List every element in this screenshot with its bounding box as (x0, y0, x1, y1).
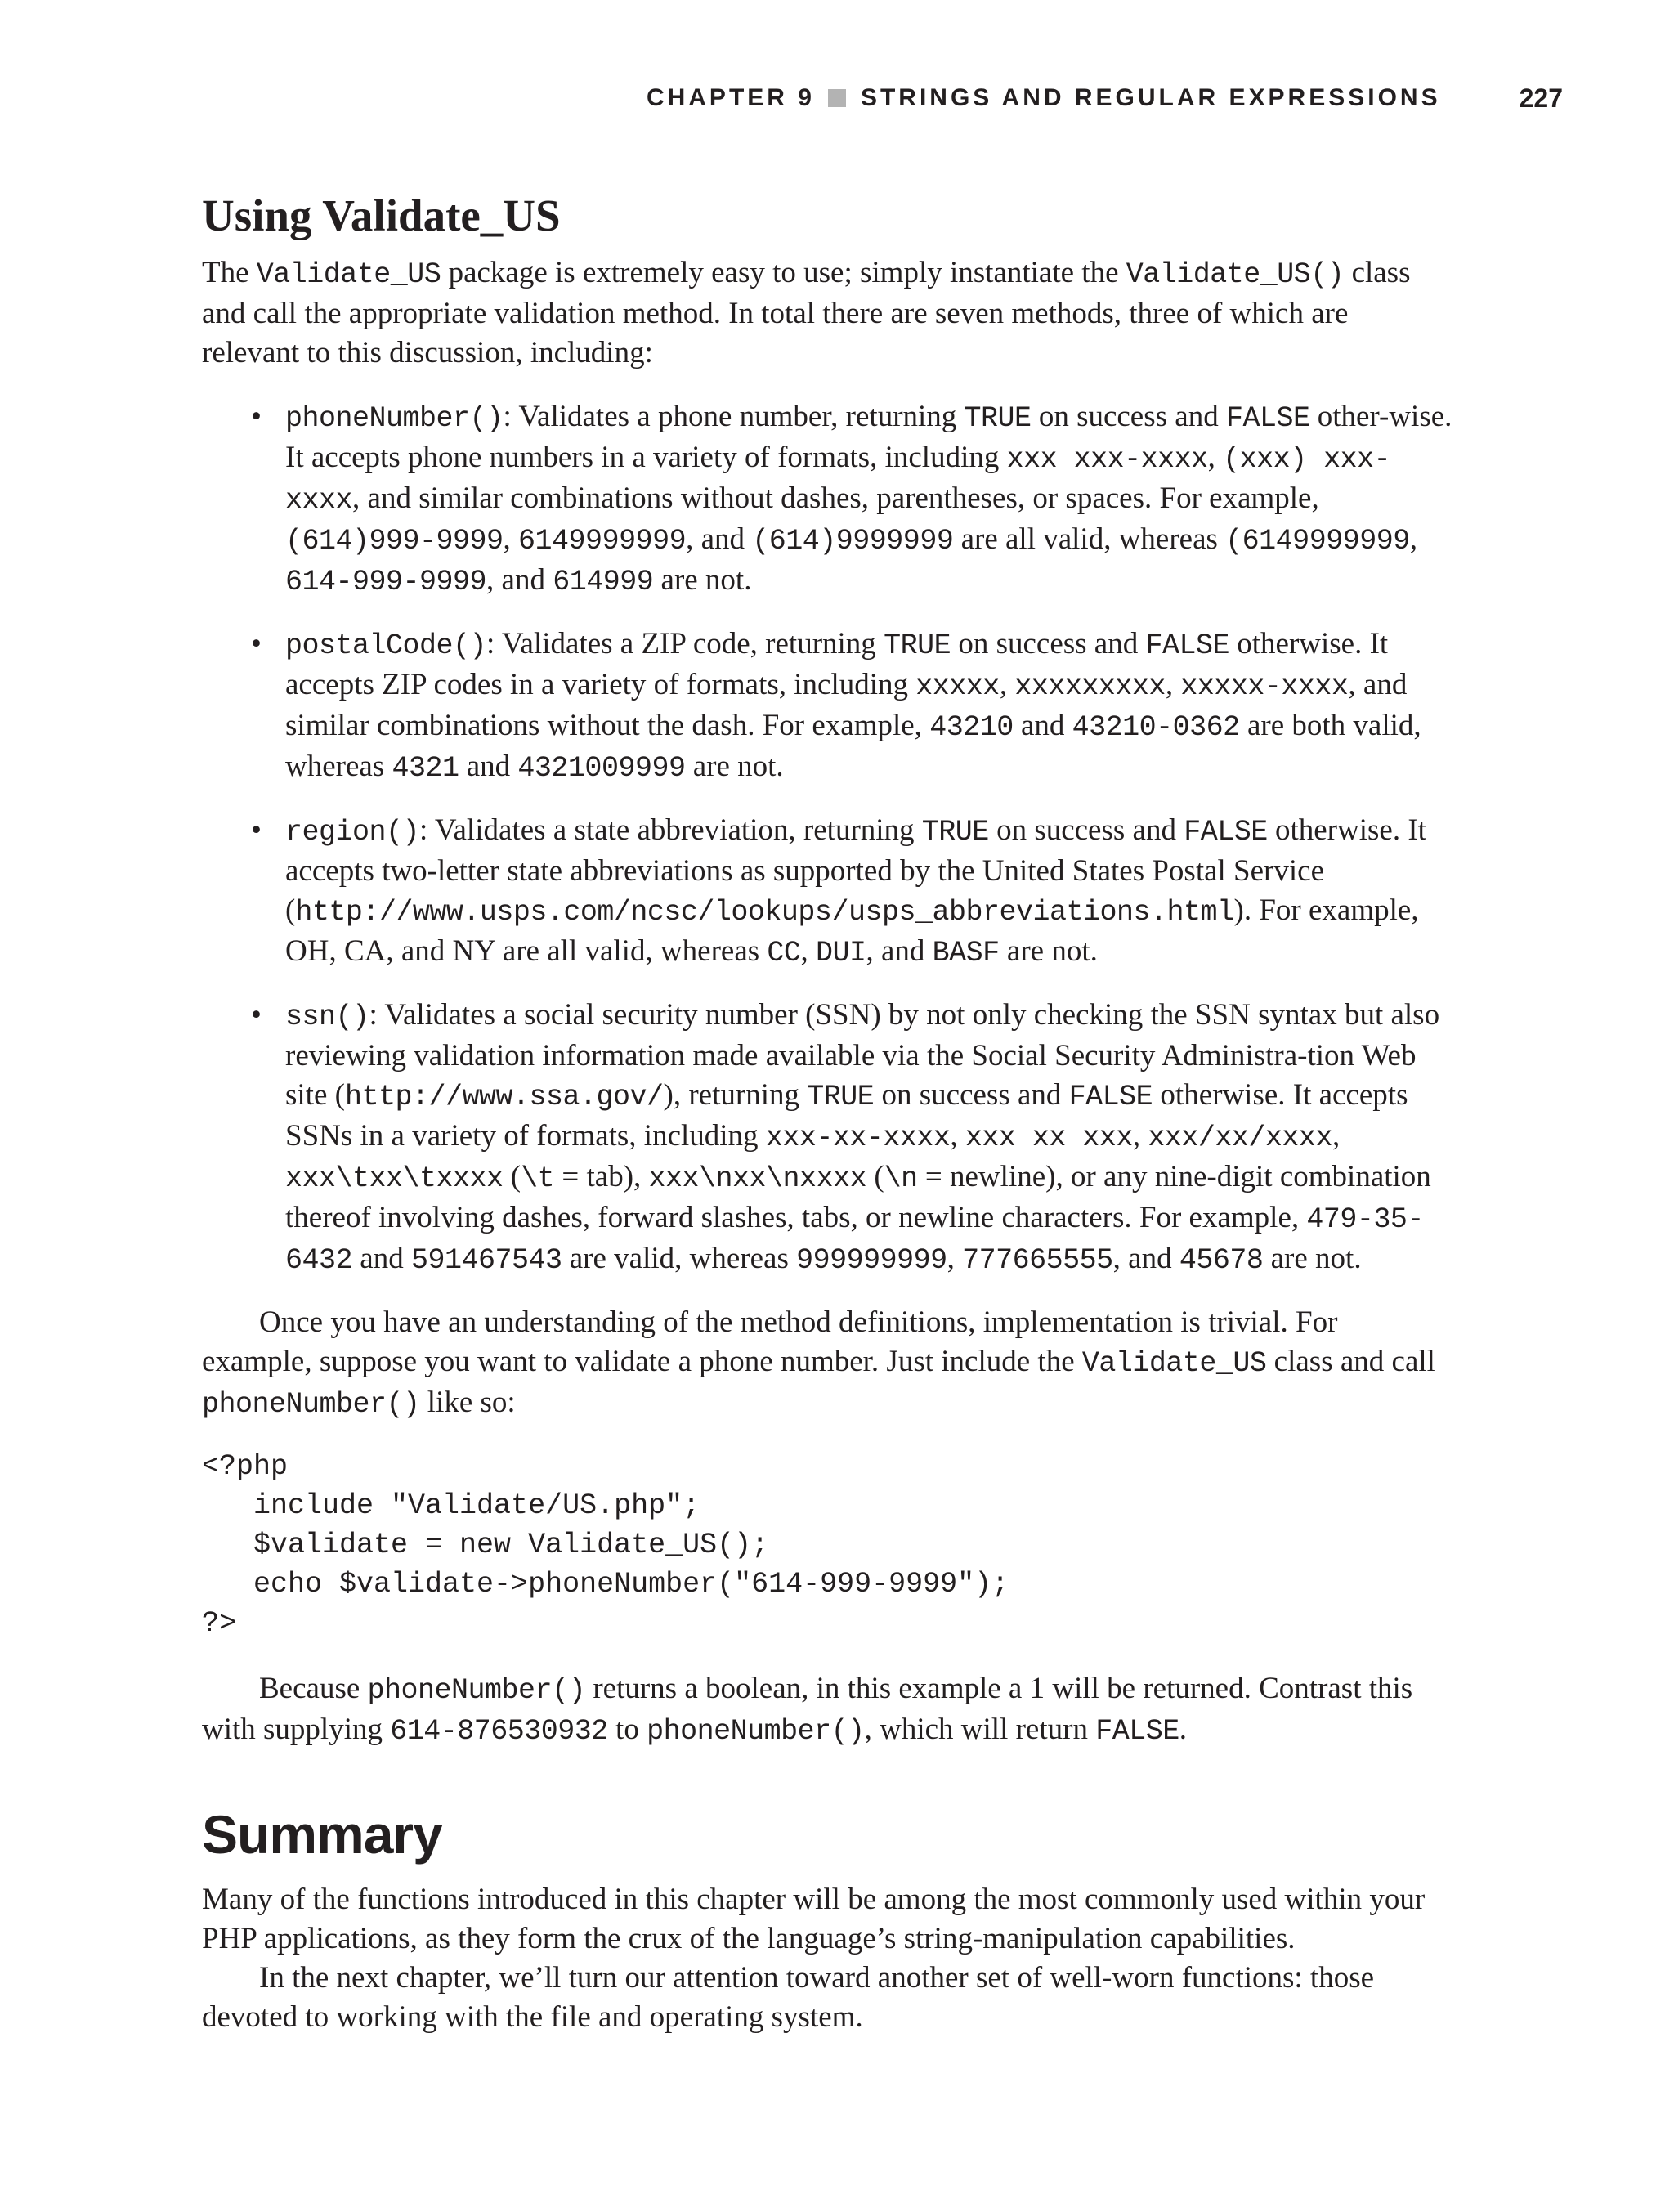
chapter-label: CHAPTER 9 (646, 84, 815, 111)
method-list (202, 397, 1452, 1280)
section-title: Using Validate_US (202, 190, 561, 240)
separator-square-icon (828, 89, 846, 107)
intro-paragraph: The Validate_US package is extremely easy to use; simply instantiate the Validate_US() class and call the appropriate validation method. In total there are seven methods, three of which are relevant to this discussion, including: (202, 256, 1411, 369)
page-body (202, 188, 1452, 2037)
summary-heading: Summary (202, 1804, 442, 1865)
chapter-title: STRINGS AND REGULAR EXPRESSIONS (860, 84, 1441, 111)
ssa-link: http://www.ssa.gov/ (344, 1081, 664, 1113)
php-code-example: <?php include "Validate/US.php"; $validate = new Validate_US(); echo $validate->phoneNumber("614-999-9999"); ?> (202, 1450, 1009, 1640)
list-item-postal-code: • postalCode(): Validates a ZIP code, returning TRUE on success and FALSE otherwise. It accepts ZIP codes in a variety of formats, including xxxxx, xxxxxxxxx, xxxxx-xxxx, and similar combinations without the dash. For example, 43210 and 43210-0362 are both valid, whereas 4321 and 4321009999 are not. (285, 625, 1452, 788)
summary-paragraph-1: Many of the functions introduced in this chapter will be among the most commonly used within your PHP applications, as they form the crux of the language’s string-manipulation capabilities. (202, 1883, 1426, 1955)
list-item-region: • region(): Validates a state abbreviation, returning TRUE on success and FALSE otherwise. It accepts two-letter state abbreviations as supported by the United States Postal Service (http://www.usps.com/ncsc/lookups/usps_abbreviations.html). For example, OH, CA, and NY are all valid, whereas CC, DUI, and BASF are not. (285, 811, 1452, 973)
usps-link: http://www.usps.com/ncsc/lookups/usps_abbreviations.html (295, 896, 1234, 929)
bullet-icon: • (251, 627, 262, 660)
bullet-icon: • (251, 400, 262, 433)
page-number: 227 (1519, 83, 1563, 113)
list-item-phone-number: • phoneNumber(): Validates a phone number, returning TRUE on success and FALSE other-wise. It accepts phone numbers in a variety of formats, including xxx xxx-xxxx, (xxx) xxx-xxxx, and similar combinations without dashes, parentheses, or spaces. For example, (614)999-9999, 6149999999, and (614)9999999 are all valid, whereas (6149999999, 614-999-9999, and 614999 are not. (285, 397, 1452, 602)
running-header (0, 80, 1563, 116)
bullet-icon: • (251, 813, 262, 847)
bullet-icon: • (251, 998, 262, 1032)
result-paragraph: Because phoneNumber() returns a boolean, in this example a 1 will be returned. Contrast this with supplying 614-876530932 to phoneNumber(), which will return FALSE. (202, 1672, 1413, 1748)
summary-paragraph-2: In the next chapter, we’ll turn our attention toward another set of well-worn functions: those devoted to working with the file and operating system. (202, 1961, 1375, 2034)
implementation-paragraph: Once you have an understanding of the method definitions, implementation is trivial. For example, suppose you want to validate a phone number. Just include the Validate_US class and call phoneNumber() like so: (202, 1305, 1435, 1421)
list-item-ssn: • ssn(): Validates a social security number (SSN) by not only checking the SSN syntax but also reviewing validation information made available via the Social Security Administra-tion Web site (http://www.ssa.gov/), returning TRUE on success and FALSE otherwise. It accepts SSNs in a variety of formats, including xxx-xx-xxxx, xxx xx xxx, xxx/xx/xxxx, xxx\txx\txxxx (\t = tab), xxx\nxx\nxxxx (\n = newline), or any nine-digit combination thereof involving dashes, forward slashes, tabs, or newline characters. For example, 479-35-6432 and 591467543 are valid, whereas 999999999, 777665555, and 45678 are not. (285, 996, 1452, 1280)
